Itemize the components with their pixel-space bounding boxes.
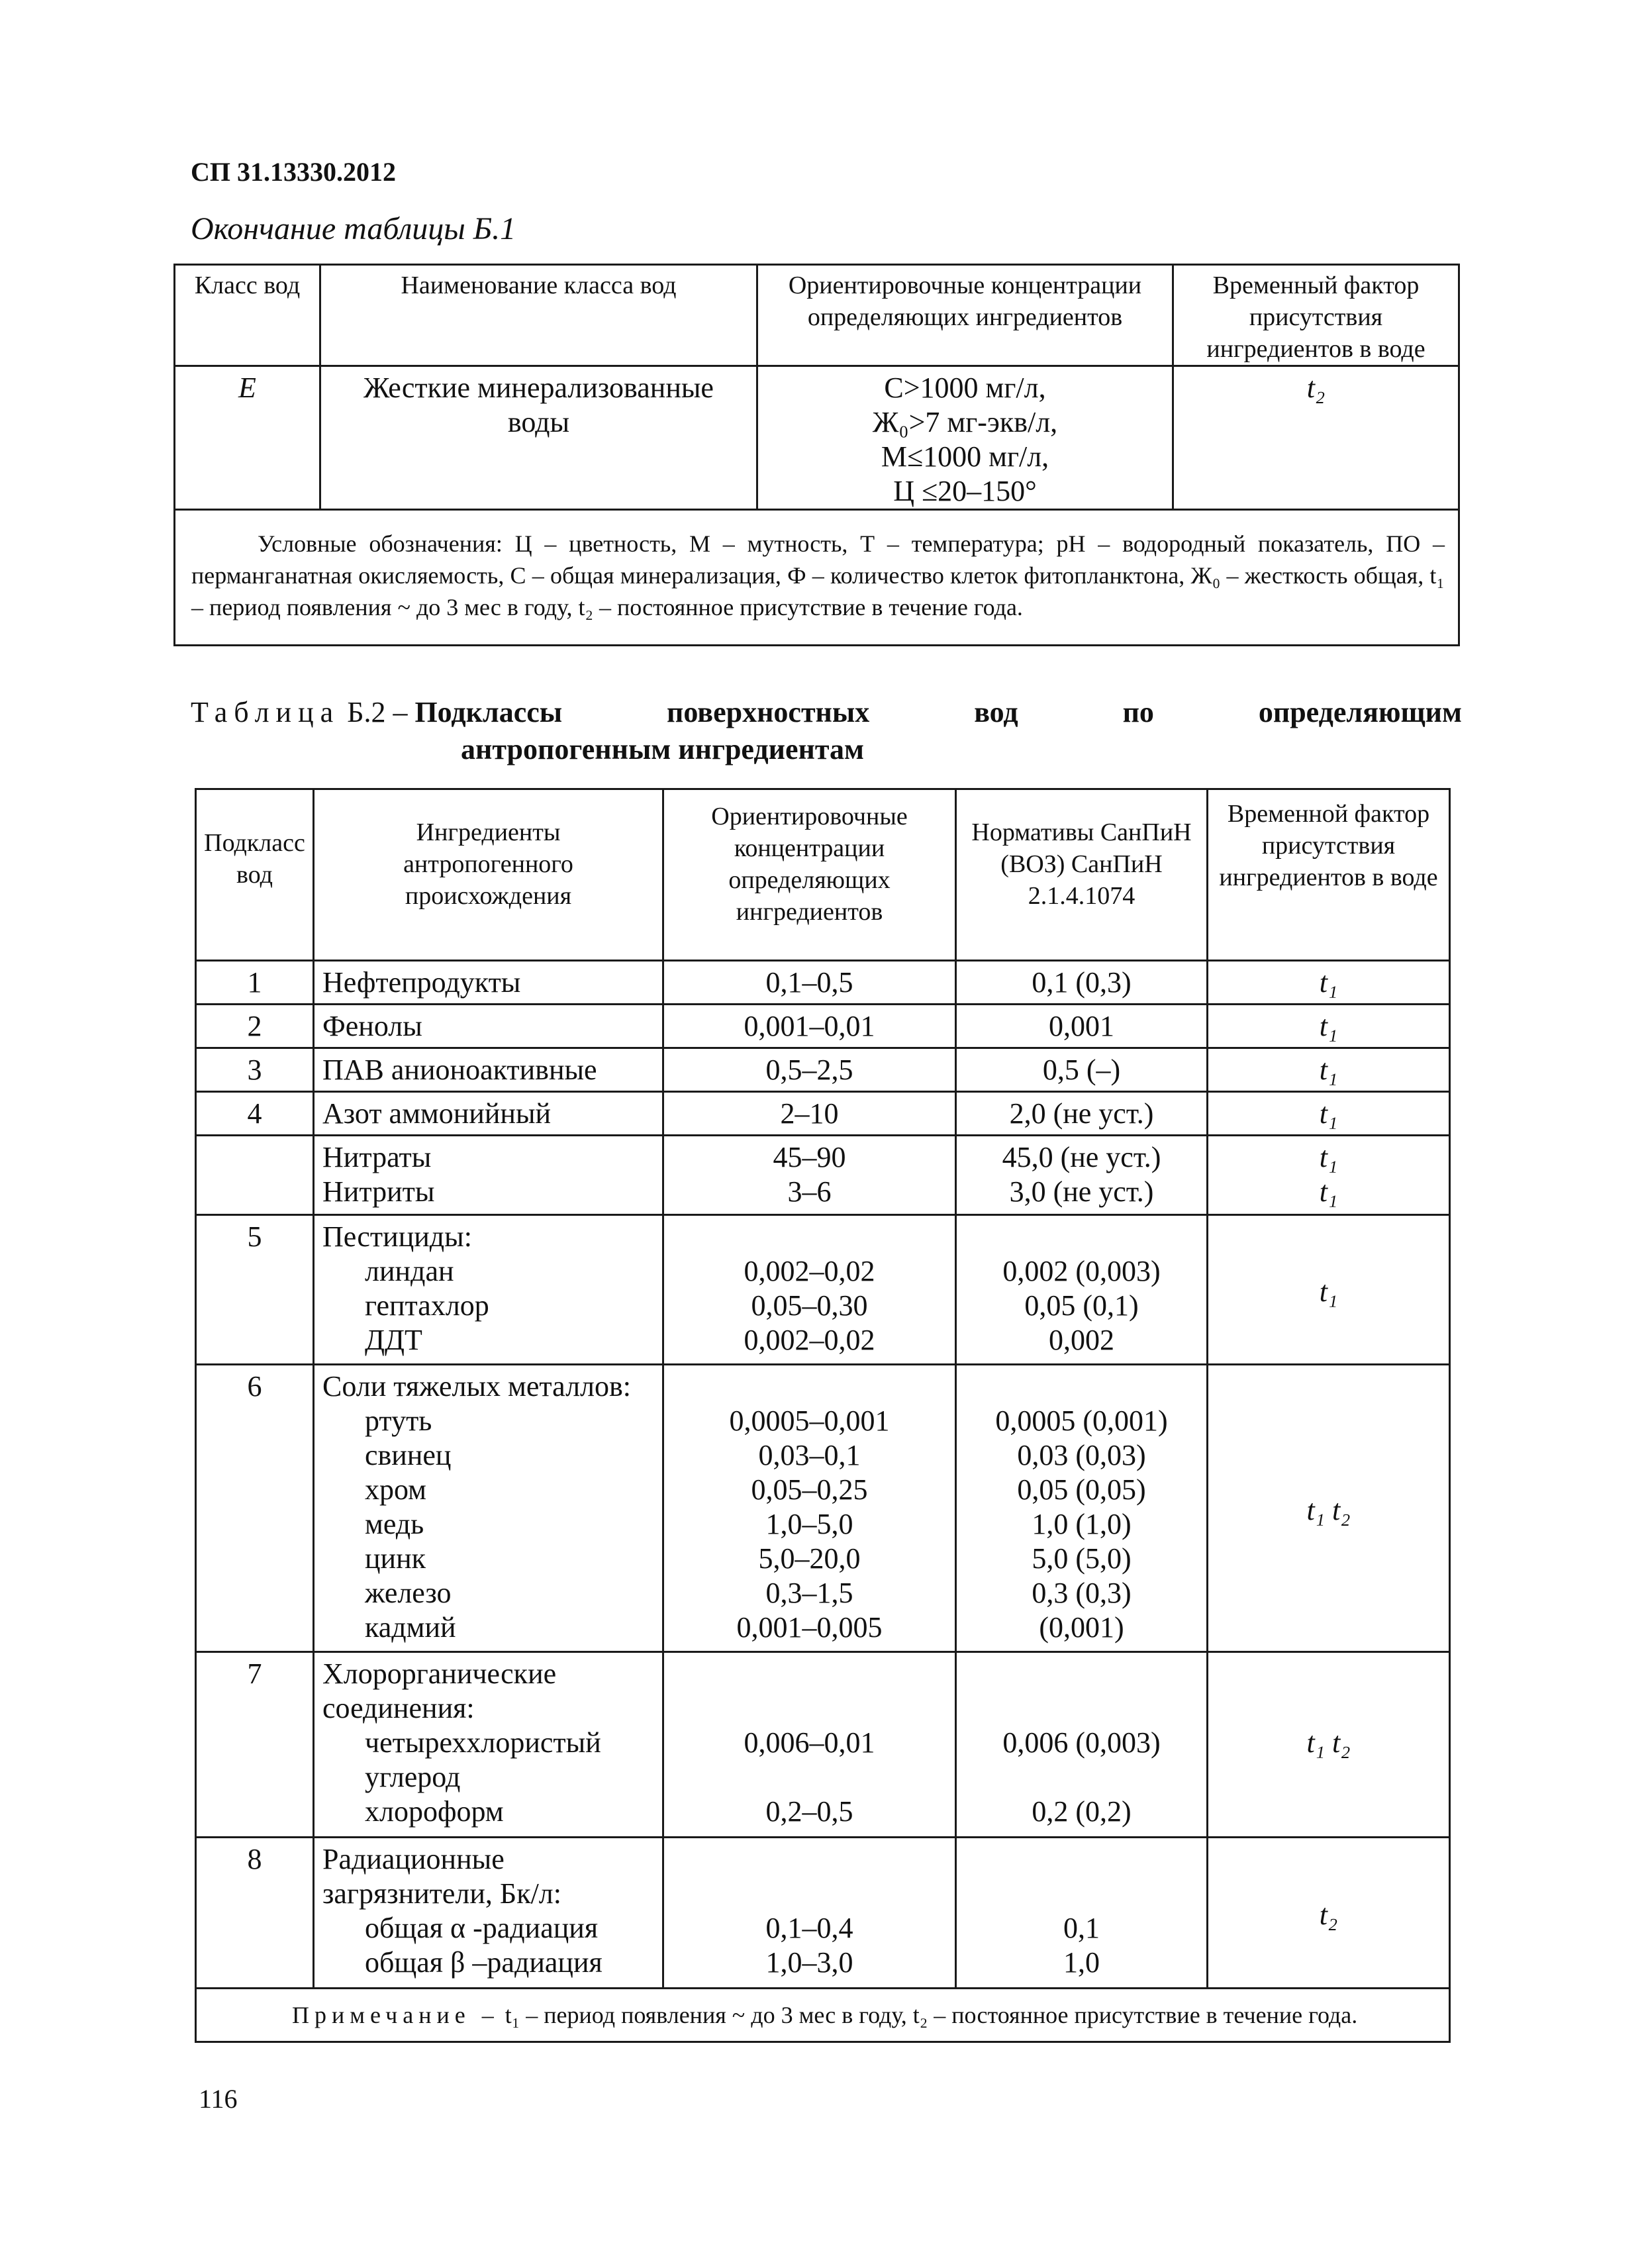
norm-value: 1,0: [1063, 1946, 1100, 1979]
table-row: [196, 1092, 1450, 1136]
group-title: Пестициды:: [322, 1220, 472, 1253]
concentration: [663, 1215, 956, 1365]
concentration: 0,1–0,5: [663, 961, 956, 1005]
table-b2: [195, 788, 1451, 2043]
conc-value: 0,1–0,4: [765, 1912, 853, 1944]
group-title: соединения:: [322, 1692, 475, 1724]
time-factor: t₂: [1208, 1838, 1450, 1989]
subclass-number: 8: [196, 1838, 314, 1989]
item-name: углерод: [365, 1761, 461, 1793]
concentration: [663, 1136, 956, 1215]
caption-prefix: Таблица: [191, 696, 340, 728]
conc-value: 0,001–0,005: [736, 1611, 883, 1644]
conc-line: М≤1000 мг/л,: [881, 440, 1049, 473]
factor-value: t₁: [1319, 1141, 1338, 1173]
item-name: свинец: [365, 1439, 452, 1471]
time-factor: [1208, 1652, 1450, 1838]
group-title: загрязнители, Бк/л:: [322, 1877, 561, 1910]
table-header-row: [175, 265, 1459, 366]
table-row-nitrogen: [196, 1136, 1450, 1215]
item-name: Нитриты: [322, 1175, 435, 1208]
norm: [956, 1136, 1208, 1215]
factor-value: t₁: [1319, 1175, 1338, 1208]
ingredient-name: [314, 1136, 663, 1215]
item-name: ртуть: [365, 1405, 432, 1437]
time-factor: [1208, 1136, 1450, 1215]
caption-word: вод: [974, 696, 1018, 728]
item-name: Нитраты: [322, 1141, 432, 1173]
table-row: [175, 366, 1459, 510]
subclass-number: 3: [196, 1048, 314, 1092]
table-row-chloro: [196, 1652, 1450, 1838]
subclass-number: 5: [196, 1215, 314, 1365]
ingredient-name: [314, 1215, 663, 1365]
norm-value: 0,006 (0,003): [1002, 1726, 1161, 1759]
item-name: гептахлор: [365, 1289, 489, 1322]
legend-text: Условные обозначения: Ц – цветность, М – мутность, Т – температура; pH – водородный показатель, ПО – перманганатная окисляемость, С – общая минерализация, Ф – количество клеток фитопланктона, Ж₀ – жесткость общая, t₁ – период появления ~ до 3 мес в году, t₂ – постоянное присутствие в течение года.: [175, 510, 1459, 646]
col-header-factor: Временный фактор присутствия ингредиентов в воде: [1173, 265, 1459, 366]
conc-value: 0,3–1,5: [765, 1577, 853, 1609]
group-title: Соли тяжелых металлов:: [322, 1370, 631, 1403]
ingredient-name: [314, 1365, 663, 1652]
norm-value: 0,05 (0,1): [1024, 1289, 1139, 1322]
concentration: 0,5–2,5: [663, 1048, 956, 1092]
conc-value: 0,002–0,02: [744, 1324, 875, 1356]
norm: [956, 1365, 1208, 1652]
conc-value: 0,2–0,5: [765, 1795, 853, 1828]
norm: [956, 1652, 1208, 1838]
concentration: 0,001–0,01: [663, 1005, 956, 1048]
norm-value: 0,002 (0,003): [1002, 1255, 1161, 1287]
norm: 2,0 (не уст.): [956, 1092, 1208, 1136]
table-row-pesticides: [196, 1215, 1450, 1365]
time-factor: t₁: [1208, 1092, 1450, 1136]
norm-value: 0,0005 (0,001): [995, 1405, 1168, 1437]
subclass-number: 1: [196, 961, 314, 1005]
table-row: [196, 1048, 1450, 1092]
note-label: Примечание –: [292, 2002, 499, 2028]
subclass-number-empty: [196, 1136, 314, 1215]
conc-line: Ж₀>7 мг-экв/л,: [872, 406, 1058, 438]
item-name: четыреххлористый: [365, 1726, 601, 1759]
page-number: 116: [199, 2084, 238, 2114]
time-factor: t₁: [1208, 1048, 1450, 1092]
concentration: [663, 1838, 956, 1989]
caption-number: Б.2 –: [347, 696, 408, 728]
table-b1-end: [173, 264, 1460, 646]
name-cell: Жесткие минерализованные воды: [320, 366, 757, 510]
item-name: общая β –радиация: [365, 1946, 603, 1979]
norm-value: 5,0 (5,0): [1032, 1542, 1132, 1575]
conc-cell: [757, 366, 1173, 510]
table-row-radiation: [196, 1838, 1450, 1989]
norm: 0,1 (0,3): [956, 961, 1208, 1005]
group-title: Радиационные: [322, 1843, 505, 1875]
col-header-ingredients: Ингредиенты антропогенного происхождения: [314, 789, 663, 961]
caption-word: определяющим: [1258, 696, 1462, 728]
time-factor: t₁ t₂: [1208, 1365, 1450, 1652]
col-header-norms: Нормативы СанПиН (ВОЗ) СанПиН 2.1.4.1074: [956, 789, 1208, 961]
norm-value: 0,3 (0,3): [1032, 1577, 1132, 1609]
conc-value: 45–90: [773, 1141, 846, 1173]
time-factor: t₁: [1208, 1005, 1450, 1048]
caption-word: по: [1122, 696, 1154, 728]
col-header-name: Наименование класса вод: [320, 265, 757, 366]
conc-line: С>1000 мг/л,: [884, 371, 1046, 404]
concentration: [663, 1365, 956, 1652]
norm-value: 0,1: [1063, 1912, 1100, 1944]
legend-row: [175, 510, 1459, 646]
ingredient-name: ПАВ анионоактивные: [314, 1048, 663, 1092]
time-factor: t₁: [1208, 1215, 1450, 1365]
item-name: линдан: [365, 1255, 454, 1287]
caption-word: Подклассы: [414, 696, 563, 728]
item-name: железо: [365, 1577, 452, 1609]
subclass-number: 6: [196, 1365, 314, 1652]
norm-value: 0,002: [1049, 1324, 1114, 1356]
col-header-conc: Ориентировочные концентрации определяющих ингредиентов: [757, 265, 1173, 366]
norm-value: (0,001): [1039, 1611, 1124, 1644]
table-continuation-title: Окончание таблицы Б.1: [191, 211, 516, 246]
item-name: хром: [365, 1473, 427, 1506]
conc-value: 3–6: [787, 1175, 832, 1208]
conc-value: 5,0–20,0: [758, 1542, 861, 1575]
conc-value: 0,006–0,01: [744, 1726, 875, 1759]
document-code: СП 31.13330.2012: [191, 157, 396, 187]
ingredient-name: [314, 1838, 663, 1989]
factor-cell: t₂: [1173, 366, 1459, 510]
norm-value: 1,0 (1,0): [1032, 1508, 1132, 1540]
conc-value: 0,05–0,30: [751, 1289, 868, 1322]
subclass-number: 2: [196, 1005, 314, 1048]
ingredient-name: [314, 1652, 663, 1838]
col-header-factor: Временной фактор присутствия ингредиентов в воде: [1208, 789, 1450, 961]
class-cell: Е: [175, 366, 320, 510]
item-name: медь: [365, 1508, 424, 1540]
conc-value: 0,05–0,25: [751, 1473, 868, 1506]
table-b2-caption: [191, 694, 1462, 768]
note-row: [196, 1989, 1450, 2042]
norm-value: 45,0 (не уст.): [1002, 1141, 1161, 1173]
subclass-number: 7: [196, 1652, 314, 1838]
time-factor: t₁: [1208, 961, 1450, 1005]
conc-line: Ц ≤20–150°: [893, 475, 1037, 507]
group-title: Хлорорганические: [322, 1657, 557, 1690]
item-name: кадмий: [365, 1611, 456, 1644]
norm: [956, 1838, 1208, 1989]
caption-line2: антропогенным ингредиентам: [461, 733, 864, 765]
conc-value: 1,0–5,0: [765, 1508, 853, 1540]
col-header-subclass: Подкласс вод: [196, 789, 314, 961]
concentration: 2–10: [663, 1092, 956, 1136]
norm: [956, 1215, 1208, 1365]
conc-value: 1,0–3,0: [765, 1946, 853, 1979]
norm-value: 0,03 (0,03): [1017, 1439, 1146, 1471]
concentration: [663, 1652, 956, 1838]
table-row-metals: [196, 1365, 1450, 1652]
table-header-row: [196, 789, 1450, 961]
conc-value: 0,0005–0,001: [729, 1405, 890, 1437]
conc-value: 0,03–0,1: [758, 1439, 861, 1471]
item-name: общая α -радиация: [365, 1912, 599, 1944]
ingredient-name: Азот аммонийный: [314, 1092, 663, 1136]
item-name: хлороформ: [365, 1795, 504, 1828]
norm-value: 0,05 (0,05): [1017, 1473, 1146, 1506]
note-text: t₁ – период появления ~ до 3 мес в году, t₂ – постоянное присутствие в течение года.: [505, 2002, 1358, 2028]
col-header-class: Класс вод: [175, 265, 320, 366]
norm: 0,5 (–): [956, 1048, 1208, 1092]
col-header-conc: Ориентировочные концентрации определяющих ингредиентов: [663, 789, 956, 961]
subclass-number: 4: [196, 1092, 314, 1136]
norm-value: 0,2 (0,2): [1032, 1795, 1132, 1828]
norm: 0,001: [956, 1005, 1208, 1048]
ingredient-name: Фенолы: [314, 1005, 663, 1048]
table-note: [196, 1989, 1450, 2042]
item-name: цинк: [365, 1542, 426, 1575]
conc-value: 0,002–0,02: [744, 1255, 875, 1287]
caption-word: поверхностных: [667, 696, 870, 728]
ingredient-name: Нефтепродукты: [314, 961, 663, 1005]
factor-value: t₁ t₂: [1306, 1726, 1351, 1759]
item-name: ДДТ: [365, 1324, 422, 1356]
table-row: [196, 961, 1450, 1005]
table-row: [196, 1005, 1450, 1048]
norm-value: 3,0 (не уст.): [1009, 1175, 1154, 1208]
